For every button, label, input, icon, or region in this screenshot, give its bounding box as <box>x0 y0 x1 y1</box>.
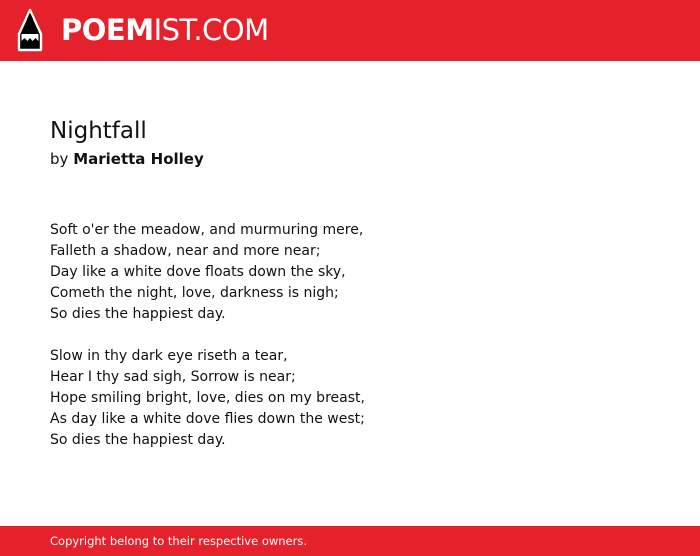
poem-content <box>50 114 650 472</box>
copyright-notice: Copyright belong to their respective owners. <box>50 534 308 548</box>
poem-line: Hear I thy sad sigh, Sorrow is near; <box>50 369 296 385</box>
author-link[interactable]: Marietta Holley <box>73 150 204 168</box>
poem-line: So dies the happiest day. <box>50 432 226 448</box>
pencil-icon <box>16 8 44 52</box>
poem-body <box>50 220 650 451</box>
site-logo-link[interactable] <box>16 8 269 52</box>
poem-line: Soft o'er the meadow, and murmuring mere, <box>50 222 364 238</box>
poem-title: Nightfall <box>50 118 147 144</box>
byline-label: by <box>50 150 69 168</box>
stanza-2 <box>50 346 650 451</box>
poem-line: Falleth a shadow, near and more near; <box>50 243 321 259</box>
site-footer <box>0 526 700 556</box>
logo-wordmark <box>61 8 269 52</box>
poem-line: So dies the happiest day. <box>50 306 226 322</box>
poem-line: Slow in thy dark eye riseth a tear, <box>50 348 288 364</box>
poem-line: As day like a white dove flies down the west; <box>50 411 365 427</box>
site-header <box>0 0 700 61</box>
logo-wordmark-bold: POEM <box>61 13 154 47</box>
byline <box>50 148 650 170</box>
poem-line: Hope smiling bright, love, dies on my breast, <box>50 390 365 406</box>
poem-line: Cometh the night, love, darkness is nigh; <box>50 285 339 301</box>
logo-wordmark-light: IST.COM <box>153 13 269 47</box>
stanza-1 <box>50 220 650 325</box>
poem-line: Day like a white dove floats down the sky, <box>50 264 346 280</box>
